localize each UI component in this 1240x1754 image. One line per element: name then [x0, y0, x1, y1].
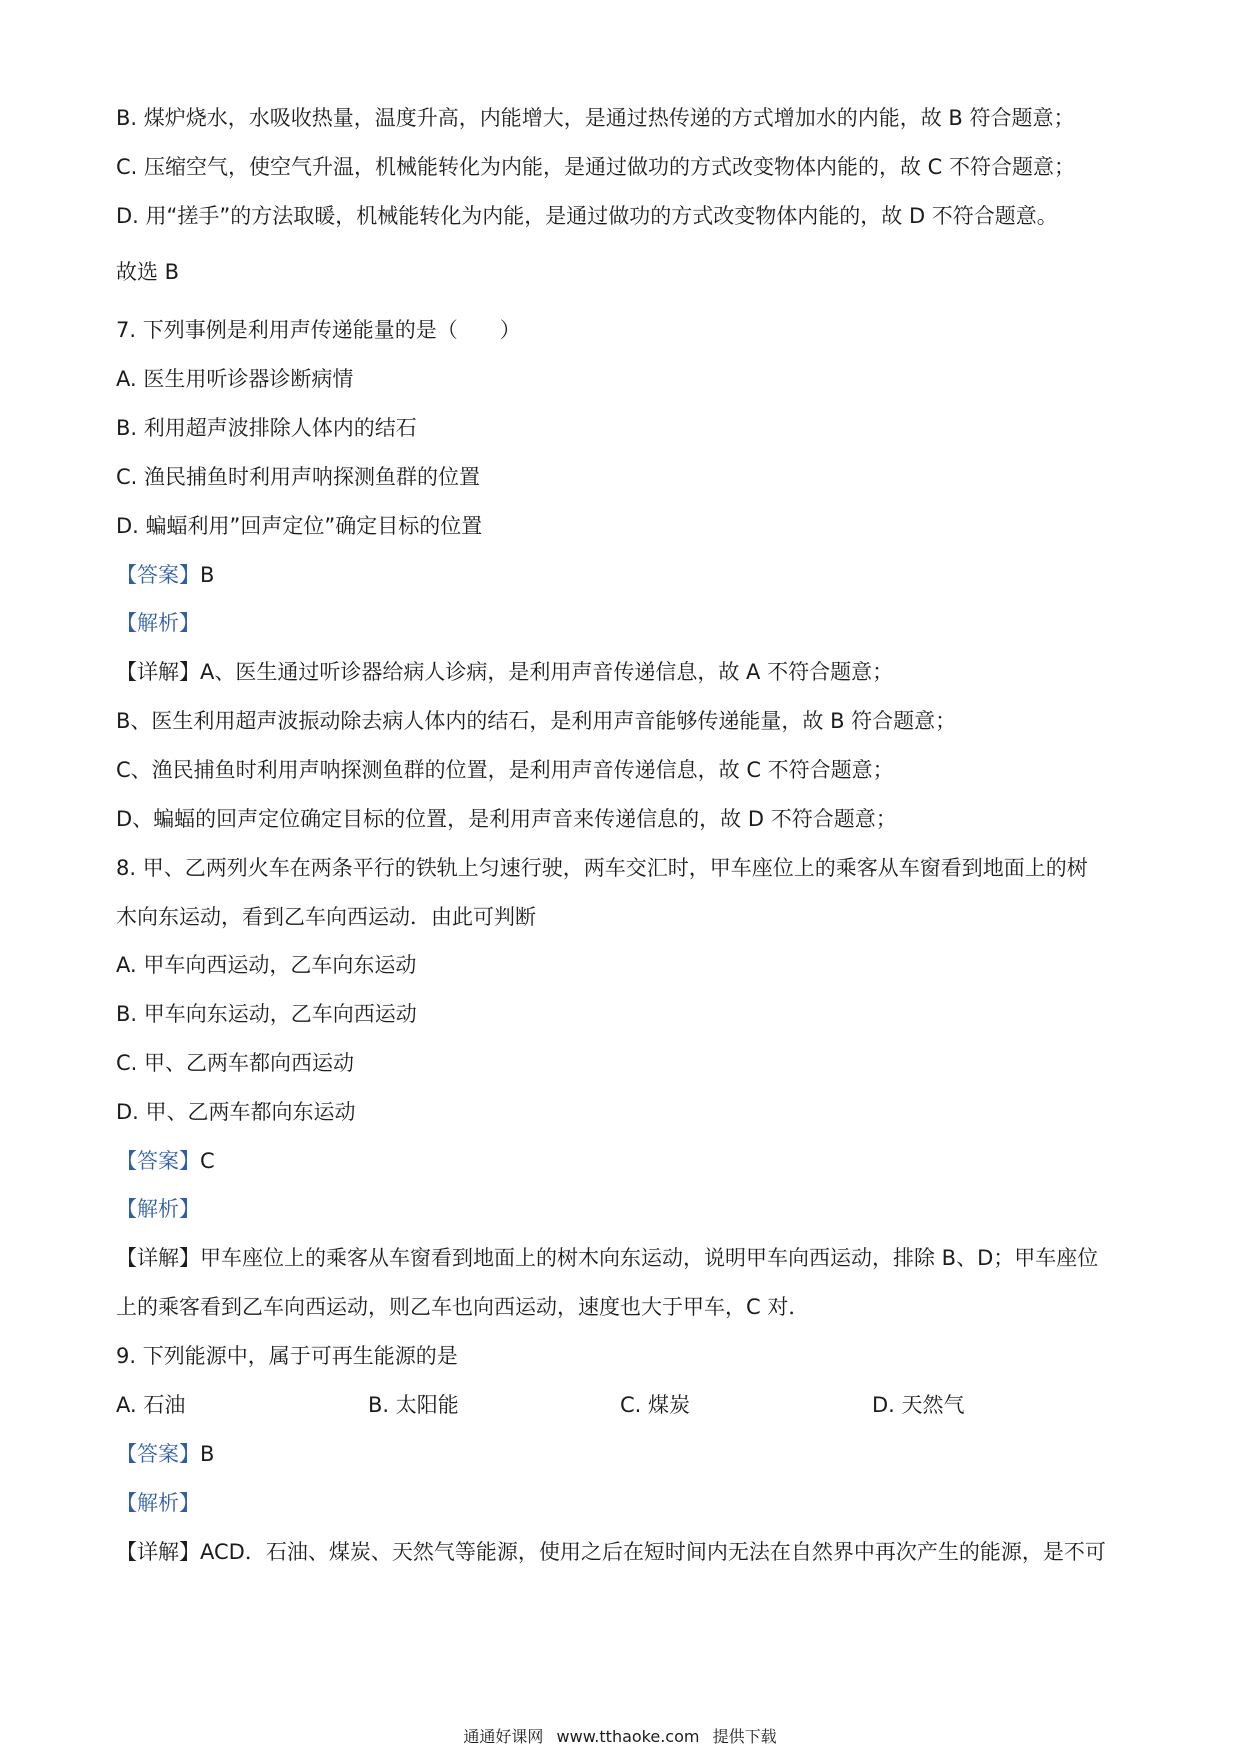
answer-value: B	[200, 563, 215, 587]
q8-option-a: A. 甲车向西运动，乙车向东运动	[116, 953, 417, 977]
detail-text: A、医生通过听诊器给病人诊病，是利用声音传递信息，故 A 不符合题意；	[200, 660, 894, 684]
answer-value: B	[200, 1442, 215, 1466]
answer-tag: 【答案】	[116, 1149, 200, 1173]
q9-answer	[116, 1439, 214, 1469]
footer-url[interactable]: www.tthaoke.com	[556, 1727, 700, 1746]
detail-tag: 【详解】	[116, 1246, 200, 1270]
q8-detail-line-1	[116, 1243, 1098, 1273]
q9-analysis-heading	[116, 1488, 200, 1518]
answer-tag: 【答案】	[116, 1442, 200, 1466]
analysis-tag: 【解析】	[116, 1197, 200, 1221]
q9-detail-line-1	[116, 1537, 1106, 1567]
q7-option-d: D. 蝙蝠利用”回声定位”确定目标的位置	[116, 514, 483, 538]
q9-option-c: C. 煤炭	[620, 1393, 691, 1417]
q8-option-d: D. 甲、乙两车都向东运动	[116, 1100, 356, 1124]
detail-text: ACD．石油、煤炭、天然气等能源，使用之后在短时间内无法在自然界中再次产生的能源，是不可	[200, 1540, 1106, 1564]
detail-tag: 【详解】	[116, 660, 200, 684]
q7-option-b: B. 利用超声波排除人体内的结石	[116, 416, 417, 440]
q9-option-b: B. 太阳能	[368, 1393, 459, 1417]
q7-detail-line-3: C、渔民捕鱼时利用声呐探测鱼群的位置，是利用声音传递信息，故 C 不符合题意；	[116, 758, 894, 782]
page-footer	[0, 1726, 1240, 1748]
q7-detail-line-1	[116, 657, 893, 687]
q9-option-d: D. 天然气	[872, 1393, 965, 1417]
detail-text: 甲车座位上的乘客从车窗看到地面上的树木向东运动，说明甲车向西运动，排除 B、D；甲车座位	[200, 1246, 1099, 1270]
answer-tag: 【答案】	[116, 563, 200, 587]
q6-option-b-explanation: B. 煤炉烧水，水吸收热量，温度升高，内能增大，是通过热传递的方式增加水的内能，故 B 符合题意；	[116, 106, 1075, 130]
footer-site-name: 通通好课网	[463, 1727, 544, 1746]
footer-note: 提供下载	[712, 1727, 777, 1746]
q7-stem: 7. 下列事例是利用声传递能量的是（ ）	[116, 318, 521, 342]
q8-analysis-heading	[116, 1194, 200, 1224]
q8-stem-line-2: 木向东运动，看到乙车向西运动．由此可判断	[116, 905, 536, 929]
q8-stem-line-1: 8. 甲、乙两列火车在两条平行的铁轨上匀速行驶，两车交汇时，甲车座位上的乘客从车窗看到地面上的树	[116, 856, 1088, 880]
q7-detail-line-4: D、蝙蝠的回声定位确定目标的位置，是利用声音来传递信息的，故 D 不符合题意；	[116, 807, 897, 831]
q6-conclusion: 故选 B	[116, 260, 180, 284]
analysis-tag: 【解析】	[116, 611, 200, 635]
detail-tag: 【详解】	[116, 1540, 200, 1564]
q7-option-c: C. 渔民捕鱼时利用声呐探测鱼群的位置	[116, 465, 481, 489]
q8-detail-line-2: 上的乘客看到乙车向西运动，则乙车也向西运动，速度也大于甲车，C 对．	[116, 1295, 810, 1319]
analysis-tag: 【解析】	[116, 1491, 200, 1515]
q8-answer	[116, 1146, 215, 1176]
q7-detail-line-2: B、医生利用超声波振动除去病人体内的结石，是利用声音能够传递能量，故 B 符合题意；	[116, 709, 957, 733]
q7-analysis-heading	[116, 608, 200, 638]
q7-option-a: A. 医生用听诊器诊断病情	[116, 367, 354, 391]
q6-option-c-explanation: C. 压缩空气，使空气升温，机械能转化为内能，是通过做功的方式改变物体内能的，故 C 不符合题意；	[116, 155, 1076, 179]
answer-value: C	[200, 1149, 215, 1173]
q9-option-a: A. 石油	[116, 1393, 186, 1417]
q8-option-c: C. 甲、乙两车都向西运动	[116, 1051, 355, 1075]
q7-answer	[116, 560, 214, 590]
q6-option-d-explanation: D. 用“搓手”的方法取暖，机械能转化为内能，是通过做功的方式改变物体内能的，故 D 不符合题意。	[116, 204, 1058, 228]
q8-option-b: B. 甲车向东运动，乙车向西运动	[116, 1002, 417, 1026]
q9-stem: 9. 下列能源中，属于可再生能源的是	[116, 1344, 458, 1368]
